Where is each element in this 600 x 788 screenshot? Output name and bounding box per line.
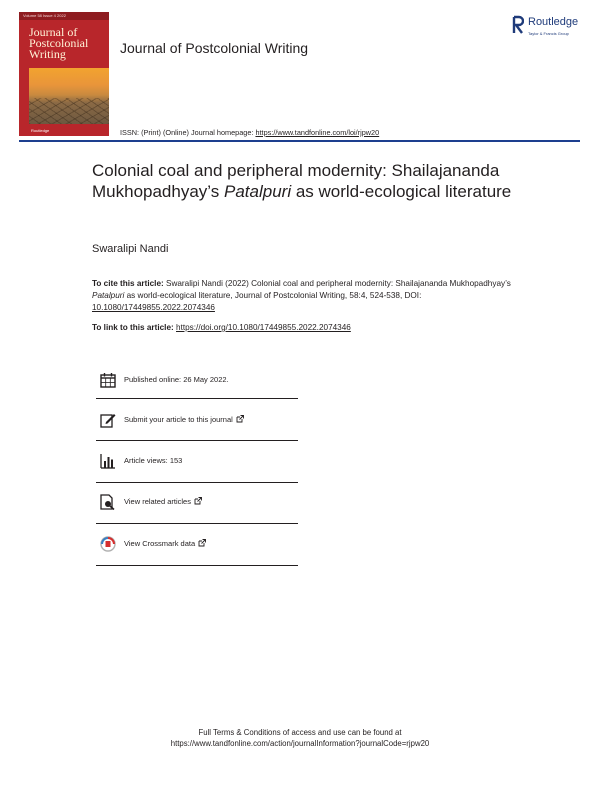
submit-article-row[interactable] <box>96 410 298 432</box>
related-articles-link[interactable] <box>124 497 202 506</box>
related-articles-row[interactable] <box>96 492 298 514</box>
title-italic: Patalpuri <box>224 182 292 201</box>
row-divider <box>96 523 298 524</box>
cover-title-line: Postcolonial <box>29 36 89 50</box>
bar-chart-icon <box>100 453 116 469</box>
footer <box>0 727 600 749</box>
author-name: Swaralipi Nandi <box>92 243 169 255</box>
article-views-text: Article views: 153 <box>124 456 183 465</box>
article-title <box>92 160 562 202</box>
crossmark-link[interactable] <box>124 539 206 548</box>
footer-terms: Full Terms & Conditions of access and use can be found at <box>198 728 402 737</box>
cite-text-end: as world-ecological literature, Journal of Postcolonial Writing, 58:4, 524-538, DOI: <box>124 291 422 300</box>
article-link-line <box>92 323 351 332</box>
external-link-icon <box>198 539 206 547</box>
cover-photo <box>29 68 109 124</box>
footer-url[interactable]: https://www.tandfonline.com/action/journalInformation?journalCode=rjpw20 <box>170 739 430 748</box>
journal-cover <box>19 12 109 136</box>
crossmark-label: View Crossmark data <box>124 539 196 548</box>
cover-meta: Volume 58 Issue 4 2022 <box>23 13 66 18</box>
cover-title <box>29 27 107 60</box>
related-articles-icon <box>100 494 116 510</box>
submit-article-label: Submit your article to this journal <box>124 415 233 424</box>
edit-icon <box>100 412 116 428</box>
cover-publisher-mark: Routledge <box>31 128 50 133</box>
publisher-name: Routledge <box>528 16 579 28</box>
issn-line <box>120 128 379 137</box>
cover-title-line: Writing <box>29 47 66 61</box>
published-online-row <box>96 370 298 392</box>
issn-prefix: ISSN: (Print) (Online) Journal homepage: <box>120 128 256 137</box>
routledge-r-icon <box>512 15 524 35</box>
submit-article-link[interactable] <box>124 415 244 424</box>
title-text: Colonial coal and peripheral modernity: Shailajananda Mukhopadhyay’s <box>92 161 500 201</box>
article-views-row <box>96 451 298 473</box>
doi-link[interactable]: 10.1080/17449855.2022.2074346 <box>92 303 215 312</box>
citation <box>92 278 512 314</box>
cite-label: To cite this article: <box>92 279 164 288</box>
row-divider <box>96 482 298 483</box>
related-articles-label: View related articles <box>124 497 191 506</box>
publisher-logo <box>512 15 594 43</box>
publisher-tagline: Taylor & Francis Group <box>528 31 569 36</box>
crossmark-row[interactable] <box>96 534 298 556</box>
cite-text: Swaralipi Nandi (2022) Colonial coal and peripheral modernity: Shailajananda Mukhopadhyay’s <box>163 279 511 288</box>
cover-title-line: Journal of <box>29 25 78 39</box>
row-divider <box>96 565 298 566</box>
external-link-icon <box>236 415 244 423</box>
cite-italic: Patalpuri <box>92 291 125 300</box>
header-divider <box>19 140 580 142</box>
link-label: To link to this article: <box>92 323 177 332</box>
journal-homepage-link[interactable]: https://www.tandfonline.com/loi/rjpw20 <box>255 128 380 137</box>
title-text-end: as world-ecological literature <box>291 182 512 201</box>
published-online-text: Published online: 26 May 2022. <box>124 375 229 384</box>
external-link-icon <box>194 497 202 505</box>
crossmark-icon <box>100 536 116 552</box>
row-divider <box>96 440 298 441</box>
article-link[interactable]: https://doi.org/10.1080/17449855.2022.2074346 <box>176 323 351 332</box>
journal-name: Journal of Postcolonial Writing <box>120 40 309 56</box>
row-divider <box>96 398 298 399</box>
calendar-icon <box>100 372 116 388</box>
